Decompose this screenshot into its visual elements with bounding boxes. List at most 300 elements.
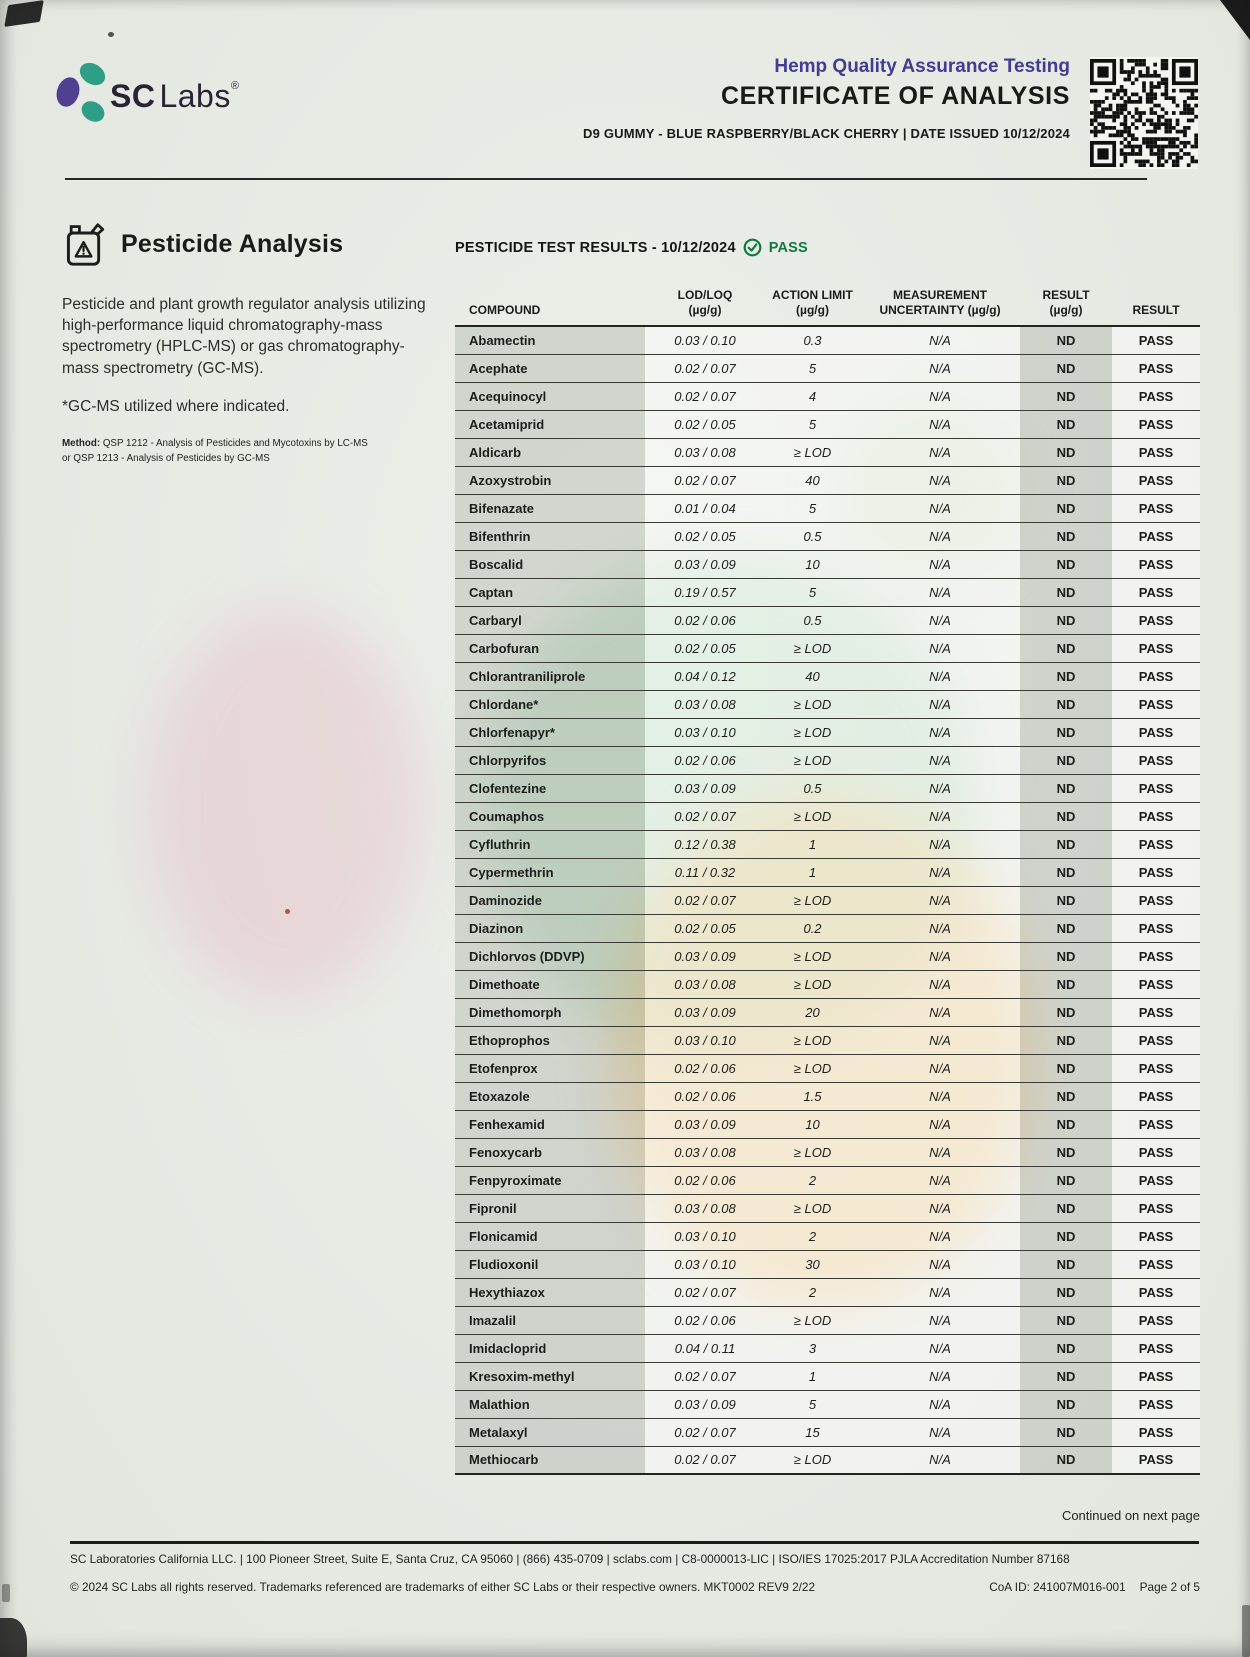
pass-cell: PASS — [1112, 690, 1200, 718]
results-title-row — [455, 238, 1200, 257]
table-row — [455, 578, 1200, 606]
pass-cell: PASS — [1112, 1222, 1200, 1250]
compound-cell: Acequinocyl — [455, 382, 645, 410]
compound-cell: Abamectin — [455, 326, 645, 354]
column-header-lod-loq: LOD/LOQ (µg/g) — [677, 287, 733, 318]
action-limit-cell: ≥ LOD — [765, 1138, 860, 1166]
result-cell: ND — [1020, 1250, 1112, 1278]
action-limit-cell: ≥ LOD — [765, 942, 860, 970]
uncertainty-cell: N/A — [860, 1250, 1020, 1278]
uncertainty-cell: N/A — [860, 1138, 1020, 1166]
lod-loq-cell: 0.02 / 0.07 — [645, 466, 765, 494]
uncertainty-cell: N/A — [860, 858, 1020, 886]
uncertainty-cell: N/A — [860, 690, 1020, 718]
program-title: Hemp Quality Assurance Testing — [774, 56, 1070, 77]
result-cell: ND — [1020, 1390, 1112, 1418]
logo-leaf-icon — [53, 74, 83, 109]
column-header-uncertainty: MEASUREMENT UNCERTAINTY (µg/g) — [879, 287, 1001, 318]
table-row — [455, 1082, 1200, 1110]
action-limit-cell: ≥ LOD — [765, 1194, 860, 1222]
uncertainty-cell: N/A — [860, 970, 1020, 998]
sc-labs-logo — [56, 58, 316, 128]
lod-loq-cell: 0.04 / 0.12 — [645, 662, 765, 690]
lod-loq-cell: 0.02 / 0.05 — [645, 914, 765, 942]
table-row — [455, 998, 1200, 1026]
action-limit-cell: 40 — [765, 466, 860, 494]
uncertainty-cell: N/A — [860, 1110, 1020, 1138]
result-cell: ND — [1020, 326, 1112, 354]
result-cell: ND — [1020, 494, 1112, 522]
compound-cell: Carbofuran — [455, 634, 645, 662]
result-cell: ND — [1020, 1278, 1112, 1306]
pass-cell: PASS — [1112, 1166, 1200, 1194]
uncertainty-cell: N/A — [860, 1334, 1020, 1362]
table-row — [455, 1054, 1200, 1082]
table-row — [455, 1194, 1200, 1222]
result-cell: ND — [1020, 718, 1112, 746]
result-cell: ND — [1020, 1082, 1112, 1110]
action-limit-cell: 10 — [765, 550, 860, 578]
compound-cell: Flonicamid — [455, 1222, 645, 1250]
compound-cell: Chlordane* — [455, 690, 645, 718]
table-row — [455, 718, 1200, 746]
pass-cell: PASS — [1112, 634, 1200, 662]
result-cell: ND — [1020, 410, 1112, 438]
logo-wordmark: SC Labs® — [110, 78, 240, 114]
pass-cell: PASS — [1112, 1446, 1200, 1474]
lod-loq-cell: 0.02 / 0.07 — [645, 382, 765, 410]
pesticide-results-block — [455, 238, 1200, 1523]
result-cell: ND — [1020, 1026, 1112, 1054]
table-row — [455, 494, 1200, 522]
action-limit-cell: 5 — [765, 494, 860, 522]
lod-loq-cell: 0.03 / 0.08 — [645, 970, 765, 998]
pass-cell: PASS — [1112, 1082, 1200, 1110]
uncertainty-cell: N/A — [860, 466, 1020, 494]
action-limit-cell: 15 — [765, 1418, 860, 1446]
action-limit-cell: ≥ LOD — [765, 438, 860, 466]
action-limit-cell: ≥ LOD — [765, 886, 860, 914]
lod-loq-cell: 0.03 / 0.08 — [645, 1194, 765, 1222]
compound-cell: Metalaxyl — [455, 1418, 645, 1446]
results-title: PESTICIDE TEST RESULTS - 10/12/2024 — [455, 239, 736, 256]
uncertainty-cell: N/A — [860, 1082, 1020, 1110]
compound-cell: Cyfluthrin — [455, 830, 645, 858]
uncertainty-cell: N/A — [860, 662, 1020, 690]
action-limit-cell: 5 — [765, 1390, 860, 1418]
action-limit-cell: ≥ LOD — [765, 1446, 860, 1474]
compound-cell: Fludioxonil — [455, 1250, 645, 1278]
table-row — [455, 1334, 1200, 1362]
result-cell: ND — [1020, 1446, 1112, 1474]
compound-cell: Azoxystrobin — [455, 466, 645, 494]
compound-cell: Bifenazate — [455, 494, 645, 522]
lod-loq-cell: 0.04 / 0.11 — [645, 1334, 765, 1362]
result-cell: ND — [1020, 1222, 1112, 1250]
result-cell: ND — [1020, 1306, 1112, 1334]
compound-cell: Imidacloprid — [455, 1334, 645, 1362]
pass-cell: PASS — [1112, 1250, 1200, 1278]
section-method — [62, 437, 374, 466]
action-limit-cell: ≥ LOD — [765, 1026, 860, 1054]
pass-cell: PASS — [1112, 1418, 1200, 1446]
table-row — [455, 1250, 1200, 1278]
pass-cell: PASS — [1112, 1138, 1200, 1166]
action-limit-cell: 0.3 — [765, 326, 860, 354]
result-cell: ND — [1020, 550, 1112, 578]
result-cell: ND — [1020, 1194, 1112, 1222]
pass-cell: PASS — [1112, 578, 1200, 606]
table-row — [455, 326, 1200, 354]
pass-cell: PASS — [1112, 410, 1200, 438]
header-title-block — [583, 56, 1070, 141]
action-limit-cell: 10 — [765, 1110, 860, 1138]
action-limit-cell: 1.5 — [765, 1082, 860, 1110]
action-limit-cell: 0.5 — [765, 606, 860, 634]
result-cell: ND — [1020, 690, 1112, 718]
compound-cell: Chlorfenapyr* — [455, 718, 645, 746]
uncertainty-cell: N/A — [860, 550, 1020, 578]
scan-artifact — [0, 1618, 27, 1657]
section-description: Pesticide and plant growth regulator analysis utilizing high-performance liquid chromatography-mass spectrometry (HPLC-MS) or gas chromatography-mass spectrometry (GC-MS). — [62, 296, 426, 377]
action-limit-cell: 1 — [765, 830, 860, 858]
uncertainty-cell: N/A — [860, 1222, 1020, 1250]
compound-cell: Fenpyroximate — [455, 1166, 645, 1194]
action-limit-cell: ≥ LOD — [765, 970, 860, 998]
sample-info-line: D9 GUMMY - BLUE RASPBERRY/BLACK CHERRY | DATE ISSUED 10/12/2024 — [583, 126, 1070, 141]
footer-legal-line — [70, 1580, 1200, 1594]
table-row — [455, 914, 1200, 942]
action-limit-cell: ≥ LOD — [765, 746, 860, 774]
uncertainty-cell: N/A — [860, 522, 1020, 550]
uncertainty-cell: N/A — [860, 1278, 1020, 1306]
column-header-result: RESULT — [1132, 303, 1180, 318]
action-limit-cell: ≥ LOD — [765, 1054, 860, 1082]
compound-cell: Bifenthrin — [455, 522, 645, 550]
table-row — [455, 1026, 1200, 1054]
uncertainty-cell: N/A — [860, 998, 1020, 1026]
result-cell: ND — [1020, 830, 1112, 858]
action-limit-cell: 40 — [765, 662, 860, 690]
result-cell: ND — [1020, 438, 1112, 466]
pesticide-table — [455, 270, 1200, 1475]
table-row — [455, 1362, 1200, 1390]
coa-id: CoA ID: 241007M016-001 — [989, 1580, 1126, 1594]
table-row — [455, 830, 1200, 858]
action-limit-cell: 2 — [765, 1166, 860, 1194]
table-row — [455, 942, 1200, 970]
table-row — [455, 522, 1200, 550]
pass-cell: PASS — [1112, 354, 1200, 382]
pass-cell: PASS — [1112, 1334, 1200, 1362]
pass-cell: PASS — [1112, 914, 1200, 942]
lod-loq-cell: 0.03 / 0.09 — [645, 1390, 765, 1418]
result-cell: ND — [1020, 578, 1112, 606]
scan-artifact — [285, 909, 290, 914]
uncertainty-cell: N/A — [860, 914, 1020, 942]
compound-cell: Malathion — [455, 1390, 645, 1418]
result-cell: ND — [1020, 606, 1112, 634]
page-number: Page 2 of 5 — [1139, 1580, 1200, 1594]
header-divider — [65, 178, 1147, 180]
compound-cell: Methiocarb — [455, 1446, 645, 1474]
result-cell: ND — [1020, 970, 1112, 998]
footer-divider — [70, 1541, 1199, 1544]
pass-cell: PASS — [1112, 774, 1200, 802]
column-header-compound: COMPOUND — [469, 303, 541, 318]
compound-cell: Chlorpyrifos — [455, 746, 645, 774]
action-limit-cell: 0.5 — [765, 522, 860, 550]
uncertainty-cell: N/A — [860, 438, 1020, 466]
table-row — [455, 1110, 1200, 1138]
result-cell: ND — [1020, 1054, 1112, 1082]
lod-loq-cell: 0.03 / 0.10 — [645, 1250, 765, 1278]
uncertainty-cell: N/A — [860, 830, 1020, 858]
lod-loq-cell: 0.02 / 0.07 — [645, 1446, 765, 1474]
action-limit-cell: 1 — [765, 858, 860, 886]
table-row — [455, 690, 1200, 718]
scan-artifact — [1242, 1605, 1250, 1657]
pass-cell: PASS — [1112, 858, 1200, 886]
pass-cell: PASS — [1112, 1306, 1200, 1334]
method-text: QSP 1212 - Analysis of Pesticides and Mycotoxins by LC-MS or QSP 1213 - Analysis of Pesticides by GC-MS — [62, 437, 368, 464]
section-heading: Pesticide Analysis — [121, 229, 344, 258]
action-limit-cell: ≥ LOD — [765, 690, 860, 718]
lod-loq-cell: 0.02 / 0.07 — [645, 1278, 765, 1306]
table-row — [455, 774, 1200, 802]
scan-artifact — [4, 0, 43, 27]
pass-cell: PASS — [1112, 494, 1200, 522]
logo-leaf-icon — [76, 58, 109, 89]
lod-loq-cell: 0.02 / 0.05 — [645, 634, 765, 662]
lod-loq-cell: 0.03 / 0.10 — [645, 718, 765, 746]
compound-cell: Imazalil — [455, 1306, 645, 1334]
compound-cell: Fenhexamid — [455, 1110, 645, 1138]
uncertainty-cell: N/A — [860, 1306, 1020, 1334]
uncertainty-cell: N/A — [860, 382, 1020, 410]
pass-cell: PASS — [1112, 1110, 1200, 1138]
table-row — [455, 746, 1200, 774]
pass-cell: PASS — [1112, 830, 1200, 858]
table-row — [455, 1418, 1200, 1446]
lod-loq-cell: 0.02 / 0.07 — [645, 1418, 765, 1446]
result-cell: ND — [1020, 998, 1112, 1026]
result-cell: ND — [1020, 1110, 1112, 1138]
pass-cell: PASS — [1112, 718, 1200, 746]
lod-loq-cell: 0.03 / 0.10 — [645, 1026, 765, 1054]
scan-artifact — [1220, 0, 1250, 40]
compound-cell: Aldicarb — [455, 438, 645, 466]
uncertainty-cell: N/A — [860, 634, 1020, 662]
lod-loq-cell: 0.03 / 0.08 — [645, 690, 765, 718]
result-cell: ND — [1020, 942, 1112, 970]
lod-loq-cell: 0.03 / 0.09 — [645, 550, 765, 578]
lod-loq-cell: 0.03 / 0.09 — [645, 1110, 765, 1138]
uncertainty-cell: N/A — [860, 774, 1020, 802]
compound-cell: Diazinon — [455, 914, 645, 942]
section-note: *GC-MS utilized where indicated. — [62, 397, 290, 415]
qr-code — [1090, 57, 1198, 169]
uncertainty-cell: N/A — [860, 718, 1020, 746]
action-limit-cell: 30 — [765, 1250, 860, 1278]
table-row — [455, 1166, 1200, 1194]
action-limit-cell: 5 — [765, 354, 860, 382]
uncertainty-cell: N/A — [860, 354, 1020, 382]
scan-artifact — [2, 1584, 10, 1602]
table-row — [455, 970, 1200, 998]
action-limit-cell: 4 — [765, 382, 860, 410]
result-cell: ND — [1020, 1418, 1112, 1446]
result-cell: ND — [1020, 1166, 1112, 1194]
result-cell: ND — [1020, 1362, 1112, 1390]
table-row — [455, 1138, 1200, 1166]
pass-cell: PASS — [1112, 970, 1200, 998]
compound-cell: Captan — [455, 578, 645, 606]
action-limit-cell: 5 — [765, 410, 860, 438]
table-row — [455, 802, 1200, 830]
table-row — [455, 410, 1200, 438]
uncertainty-cell: N/A — [860, 410, 1020, 438]
lod-loq-cell: 0.03 / 0.10 — [645, 326, 765, 354]
lod-loq-cell: 0.03 / 0.09 — [645, 998, 765, 1026]
result-cell: ND — [1020, 466, 1112, 494]
uncertainty-cell: N/A — [860, 1054, 1020, 1082]
lod-loq-cell: 0.02 / 0.05 — [645, 522, 765, 550]
pass-cell: PASS — [1112, 1362, 1200, 1390]
status-badge: PASS — [768, 239, 808, 256]
action-limit-cell: ≥ LOD — [765, 1306, 860, 1334]
action-limit-cell: 3 — [765, 1334, 860, 1362]
action-limit-cell: 5 — [765, 578, 860, 606]
table-row — [455, 1446, 1200, 1474]
result-cell: ND — [1020, 802, 1112, 830]
uncertainty-cell: N/A — [860, 1390, 1020, 1418]
pass-cell: PASS — [1112, 746, 1200, 774]
compound-cell: Ethoprophos — [455, 1026, 645, 1054]
pass-cell: PASS — [1112, 886, 1200, 914]
compound-cell: Fipronil — [455, 1194, 645, 1222]
lod-loq-cell: 0.11 / 0.32 — [645, 858, 765, 886]
uncertainty-cell: N/A — [860, 886, 1020, 914]
compound-cell: Etoxazole — [455, 1082, 645, 1110]
uncertainty-cell: N/A — [860, 1418, 1020, 1446]
table-row — [455, 1278, 1200, 1306]
compound-cell: Cypermethrin — [455, 858, 645, 886]
uncertainty-cell: N/A — [860, 1362, 1020, 1390]
result-cell: ND — [1020, 1334, 1112, 1362]
table-row — [455, 662, 1200, 690]
action-limit-cell: 2 — [765, 1222, 860, 1250]
action-limit-cell: 2 — [765, 1278, 860, 1306]
result-cell: ND — [1020, 634, 1112, 662]
action-limit-cell: ≥ LOD — [765, 802, 860, 830]
result-cell: ND — [1020, 858, 1112, 886]
uncertainty-cell: N/A — [860, 606, 1020, 634]
compound-cell: Acetamiprid — [455, 410, 645, 438]
compound-cell: Kresoxim-methyl — [455, 1362, 645, 1390]
compound-cell: Etofenprox — [455, 1054, 645, 1082]
pass-cell: PASS — [1112, 1054, 1200, 1082]
lod-loq-cell: 0.02 / 0.06 — [645, 1082, 765, 1110]
result-cell: ND — [1020, 1138, 1112, 1166]
uncertainty-cell: N/A — [860, 578, 1020, 606]
action-limit-cell: 1 — [765, 1362, 860, 1390]
table-row — [455, 354, 1200, 382]
action-limit-cell: ≥ LOD — [765, 634, 860, 662]
lod-loq-cell: 0.01 / 0.04 — [645, 494, 765, 522]
table-row — [455, 606, 1200, 634]
pass-cell: PASS — [1112, 1194, 1200, 1222]
uncertainty-cell: N/A — [860, 1446, 1020, 1474]
lod-loq-cell: 0.02 / 0.06 — [645, 1166, 765, 1194]
lod-loq-cell: 0.19 / 0.57 — [645, 578, 765, 606]
check-circle-icon — [743, 238, 762, 257]
scan-artifact — [108, 32, 114, 37]
result-cell: ND — [1020, 886, 1112, 914]
action-limit-cell: 20 — [765, 998, 860, 1026]
logo-leaf-icon — [78, 97, 108, 126]
table-row — [455, 466, 1200, 494]
method-label: Method: — [62, 437, 101, 449]
uncertainty-cell: N/A — [860, 802, 1020, 830]
lod-loq-cell: 0.03 / 0.08 — [645, 1138, 765, 1166]
uncertainty-cell: N/A — [860, 1194, 1020, 1222]
table-row — [455, 858, 1200, 886]
compound-cell: Fenoxycarb — [455, 1138, 645, 1166]
table-row — [455, 634, 1200, 662]
lod-loq-cell: 0.02 / 0.06 — [645, 606, 765, 634]
uncertainty-cell: N/A — [860, 746, 1020, 774]
lod-loq-cell: 0.02 / 0.06 — [645, 1306, 765, 1334]
lod-loq-cell: 0.02 / 0.07 — [645, 354, 765, 382]
table-row — [455, 1306, 1200, 1334]
pass-cell: PASS — [1112, 522, 1200, 550]
lod-loq-cell: 0.02 / 0.07 — [645, 886, 765, 914]
pass-cell: PASS — [1112, 466, 1200, 494]
pass-cell: PASS — [1112, 802, 1200, 830]
result-cell: ND — [1020, 746, 1112, 774]
compound-cell: Daminozide — [455, 886, 645, 914]
column-header-action-limit: ACTION LIMIT (µg/g) — [772, 287, 853, 318]
lod-loq-cell: 0.02 / 0.05 — [645, 410, 765, 438]
result-cell: ND — [1020, 774, 1112, 802]
lod-loq-cell: 0.02 / 0.07 — [645, 802, 765, 830]
action-limit-cell: 0.5 — [765, 774, 860, 802]
pass-cell: PASS — [1112, 1390, 1200, 1418]
uncertainty-cell: N/A — [860, 326, 1020, 354]
pass-cell: PASS — [1112, 326, 1200, 354]
lod-loq-cell: 0.03 / 0.08 — [645, 438, 765, 466]
table-row — [455, 886, 1200, 914]
lod-loq-cell: 0.02 / 0.06 — [645, 1054, 765, 1082]
result-cell: ND — [1020, 522, 1112, 550]
pesticide-table-body — [455, 326, 1200, 1474]
compound-cell: Acephate — [455, 354, 645, 382]
pass-cell: PASS — [1112, 998, 1200, 1026]
result-cell: ND — [1020, 662, 1112, 690]
pass-cell: PASS — [1112, 438, 1200, 466]
compound-cell: Carbaryl — [455, 606, 645, 634]
table-row — [455, 1390, 1200, 1418]
compound-cell: Hexythiazox — [455, 1278, 645, 1306]
pass-cell: PASS — [1112, 550, 1200, 578]
lod-loq-cell: 0.03 / 0.10 — [645, 1222, 765, 1250]
pass-cell: PASS — [1112, 942, 1200, 970]
result-cell: ND — [1020, 354, 1112, 382]
column-header-result-ug: RESULT (µg/g) — [1042, 287, 1090, 318]
page-title: CERTIFICATE OF ANALYSIS — [720, 82, 1070, 110]
pass-cell: PASS — [1112, 662, 1200, 690]
